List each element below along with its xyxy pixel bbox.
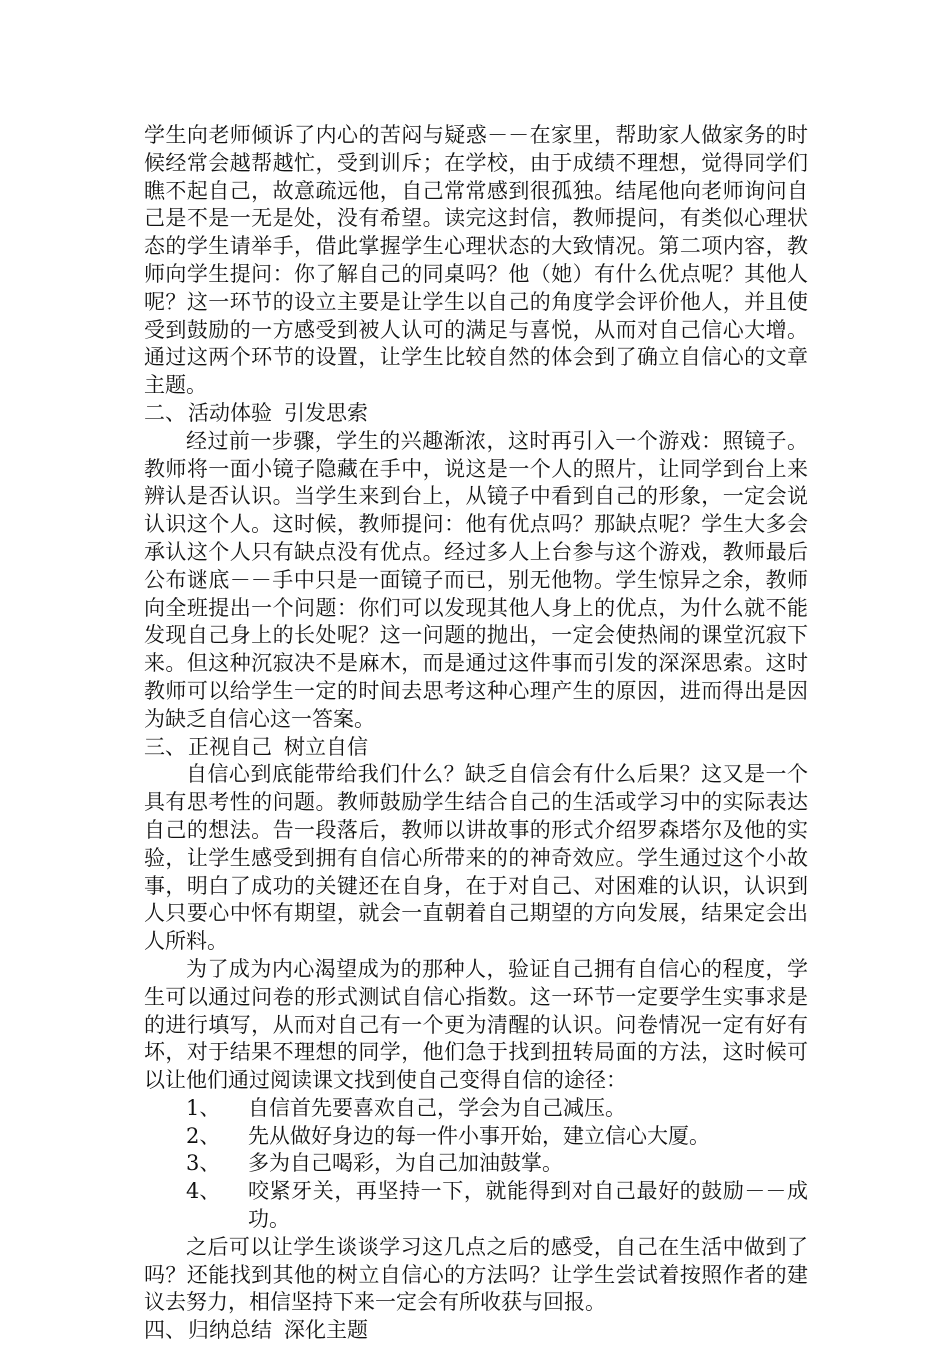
list-item-number: 2、 xyxy=(186,1123,221,1148)
section-title-part-b: 树立自信 xyxy=(284,734,368,759)
section-number: 二、 xyxy=(144,400,186,425)
section-title-part-a: 正视自己 xyxy=(188,734,272,759)
list-item-text: 咬紧牙关，再坚持一下，就能得到对自己最好的鼓励－－成功。 xyxy=(248,1179,808,1232)
paragraph-mirror-game: 经过前一步骤，学生的兴趣渐浓，这时再引入一个游戏：照镜子。教师将一面小镜子隐藏在手中，说这是一个人的照片，让同学到台上来辨认是否认识。当学生来到台上，从镜子中看到自己的形象，一定会说认识这个人。这时候，教师提问：他有优点吗？那缺点呢？学生大多会承认这个人只有缺点没有优点。经过多人上台参与这个游戏，教师最后公布谜底－－手中只是一面镜子而已，别无他物。学生惊异之余，教师向全班提出一个问题：你们可以发现其他人身上的优点，为什么就不能发现自己身上的长处呢？这一问题的抛出，一定会使热闹的课堂沉寂下来。但这种沉寂决不是麻木，而是通过这件事而引发的深深思索。这时教师可以给学生一定的时间去思考这种心理产生的原因，进而得出是因为缺乏自信心这一答案。 xyxy=(144,428,808,731)
section-title-part-b: 引发思索 xyxy=(284,400,368,425)
list-item xyxy=(144,1150,808,1178)
section-title-part-b: 深化主题 xyxy=(284,1318,368,1343)
section-number: 四、 xyxy=(144,1318,186,1343)
methods-list xyxy=(144,1095,808,1234)
paragraph-intro: 学生向老师倾诉了内心的苦闷与疑惑－－在家里，帮助家人做家务的时候经常会越帮越忙，受到训斥；在学校，由于成绩不理想，觉得同学们瞧不起自己，故意疏远他，自己常常感到很孤独。结尾他向老师询问自己是不是一无是处，没有希望。读完这封信，教师提问，有类似心理状态的学生请举手，借此掌握学生心理状态的大致情况。第二项内容，教师向学生提问：你了解自己的同桌吗？他（她）有什么优点呢？其他人呢？这一环节的设立主要是让学生以自己的角度学会评价他人，并且使受到鼓励的一方感受到被人认可的满足与喜悦，从而对自己信心大增。通过这两个环节的设置，让学生比较自然的体会到了确立自信心的文章主题。 xyxy=(144,123,808,398)
section-heading-3 xyxy=(144,734,808,762)
section-heading-2 xyxy=(144,400,808,428)
list-item-number: 1、 xyxy=(186,1095,221,1120)
list-item xyxy=(144,1095,808,1123)
paragraph-reflection: 之后可以让学生谈谈学习这几点之后的感受，自己在生活中做到了吗？还能找到其他的树立自信心的方法吗？让学生尝试着按照作者的建议去努力，相信坚持下来一定会有所收获与回报。 xyxy=(144,1234,808,1315)
list-item-text: 自信首先要喜欢自己，学会为自己减压。 xyxy=(248,1095,626,1120)
list-item-text: 先从做好身边的每一件小事开始，建立信心大厦。 xyxy=(248,1123,710,1148)
list-item-number: 4、 xyxy=(186,1179,221,1204)
list-item xyxy=(144,1178,808,1234)
document-page xyxy=(144,122,808,1345)
paragraph-confidence-effect: 自信心到底能带给我们什么？缺乏自信会有什么后果？这又是一个具有思考性的问题。教师鼓励学生结合自己的生活或学习中的实际表达自己的想法。告一段落后，教师以讲故事的形式介绍罗森塔尔及他的实验，让学生感受到拥有自信心所带来的的神奇效应。学生通过这个小故事，明白了成功的关键还在自身，在于对自己、对困难的认识，认识到人只要心中怀有期望，就会一直朝着自己期望的方向发展，结果定会出人所料。 xyxy=(144,762,808,954)
section-title-part-a: 活动体验 xyxy=(188,400,272,425)
paragraph-questionnaire: 为了成为内心渴望成为的那种人，验证自己拥有自信心的程度，学生可以通过问卷的形式测试自信心指数。这一环节一定要学生实事求是的进行填写，从而对自己有一个更为清醒的认识。问卷情况一定有好有坏，对于结果不理想的同学，他们急于找到扭转局面的方法，这时候可以让他们通过阅读课文找到使自己变得自信的途径： xyxy=(144,956,808,1093)
list-item-number: 3、 xyxy=(186,1151,221,1176)
section-number: 三、 xyxy=(144,734,186,759)
section-title-part-a: 归纳总结 xyxy=(188,1318,272,1343)
section-heading-4 xyxy=(144,1317,808,1345)
list-item xyxy=(144,1123,808,1151)
list-item-text: 多为自己喝彩，为自己加油鼓掌。 xyxy=(248,1151,563,1176)
